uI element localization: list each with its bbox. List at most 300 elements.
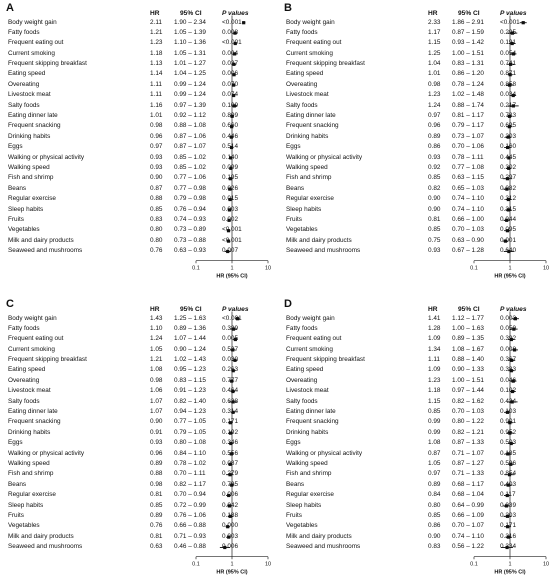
p-value: 0.334 <box>500 543 516 551</box>
variable-name: Current smoking <box>286 345 333 353</box>
table-row <box>278 397 548 407</box>
ci-value: 0.89 – 1.35 <box>452 335 484 343</box>
table-row <box>278 501 548 511</box>
ci-value: 0.87 – 1.33 <box>452 439 484 447</box>
variable-name: Fruits <box>286 215 302 223</box>
p-value: 0.006 <box>222 491 238 499</box>
hr-value: 1.17 <box>428 28 441 36</box>
variable-name: Walking or physical activity <box>286 153 363 161</box>
hr-header: HR <box>428 306 438 313</box>
table-row <box>0 501 270 511</box>
ci-value: 0.97 – 1.44 <box>452 387 484 395</box>
variable-name: Walking speed <box>8 459 50 467</box>
variable-name: Frequent eating out <box>286 335 342 343</box>
hr-value: 0.93 <box>150 163 163 171</box>
variable-name: Seaweed and mushrooms <box>8 543 83 551</box>
x-tick-label: 10 <box>264 265 272 272</box>
p-value: 0.140 <box>222 153 238 161</box>
variable-name: Frequent skipping breakfast <box>8 356 87 364</box>
p-value: <0.001 <box>222 236 242 244</box>
table-row <box>0 121 270 131</box>
ci-value: 0.91 – 1.23 <box>174 387 206 395</box>
hr-value: 1.09 <box>428 335 441 343</box>
x-tick-label: 10 <box>264 561 272 568</box>
ci-value: 0.56 – 1.22 <box>452 543 484 551</box>
p-value: 0.809 <box>222 112 238 120</box>
ci-value: 0.76 – 1.06 <box>174 511 206 519</box>
hr-value: 1.25 <box>428 49 441 57</box>
ci-value: 0.68 – 1.04 <box>452 491 484 499</box>
variable-name: Sleep habits <box>286 501 322 509</box>
p-value: 0.316 <box>500 532 516 540</box>
variable-name: Drinking habits <box>8 132 51 140</box>
hr-value: 1.14 <box>150 70 163 78</box>
ci-value: 0.70 – 1.03 <box>452 408 484 416</box>
x-tick-label: 1 <box>230 561 234 568</box>
hr-value: 1.18 <box>150 49 163 57</box>
p-value: 0.087 <box>222 459 238 467</box>
hr-value: 0.97 <box>150 143 163 151</box>
variable-name: Eating speed <box>8 366 46 374</box>
p-value: 0.034 <box>500 91 516 99</box>
ci-value: 0.87 – 1.07 <box>174 143 206 151</box>
hr-value: 1.10 <box>150 324 163 332</box>
hr-value: 0.80 <box>150 226 163 234</box>
p-value: 0.628 <box>222 397 238 405</box>
p-value: 0.527 <box>222 345 238 353</box>
p-value: 0.596 <box>500 459 516 467</box>
table-row <box>278 407 548 417</box>
table-row <box>0 428 270 438</box>
p-value: <0.001 <box>222 18 242 26</box>
hr-value: 0.81 <box>150 491 163 499</box>
p-values-header: P values <box>500 10 527 17</box>
p-value: 0.695 <box>500 122 516 130</box>
variable-name: Fish and shrimp <box>286 470 332 478</box>
p-value: 0.074 <box>222 91 238 99</box>
table-row <box>278 49 548 59</box>
variable-name: Livestock meat <box>286 387 329 395</box>
ci-value: 0.87 – 1.06 <box>174 132 206 140</box>
hr-value: 0.75 <box>428 236 441 244</box>
hr-value: 1.08 <box>150 366 163 374</box>
hr-value: 0.90 <box>150 418 163 426</box>
variable-name: Frequent skipping breakfast <box>8 60 87 68</box>
variable-name: Overeating <box>286 80 318 88</box>
ci-value: 0.66 – 1.09 <box>452 511 484 519</box>
p-value: 0.185 <box>500 449 516 457</box>
hr-value: 1.07 <box>150 397 163 405</box>
ci-value: 0.79 – 1.17 <box>452 122 484 130</box>
table-row <box>278 521 548 531</box>
p-value: 0.389 <box>222 324 238 332</box>
ci-value: 0.95 – 1.23 <box>174 366 206 374</box>
p-value: 0.297 <box>500 174 516 182</box>
hr-value: 1.24 <box>150 335 163 343</box>
hr-value: 2.11 <box>150 18 162 26</box>
ci-value: 1.00 – 1.51 <box>452 376 484 384</box>
p-value: 0.203 <box>500 132 516 140</box>
p-value: 0.103 <box>500 408 516 416</box>
ci-value: 0.68 – 1.17 <box>452 480 484 488</box>
p-value: 0.037 <box>222 60 238 68</box>
hr-value: 0.85 <box>150 501 163 509</box>
variable-name: Sleep habits <box>8 501 44 509</box>
x-tick-label: 1 <box>508 265 512 272</box>
variable-name: Body weight gain <box>286 314 335 322</box>
hr-value: 0.90 <box>428 205 441 213</box>
variable-name: Body weight gain <box>8 314 57 322</box>
p-value: 0.424 <box>500 397 516 405</box>
table-row <box>0 355 270 365</box>
variable-name: Current smoking <box>8 49 55 57</box>
p-value: 0.044 <box>500 215 516 223</box>
hr-header: HR <box>150 10 160 17</box>
ci-header: 95% CI <box>458 306 480 313</box>
table-row <box>0 28 270 38</box>
hr-value: 0.97 <box>428 470 441 478</box>
ci-value: 0.79 – 1.05 <box>174 428 206 436</box>
table-row <box>0 490 270 500</box>
ci-value: 0.89 – 1.36 <box>174 324 206 332</box>
ci-value: 0.84 – 1.10 <box>174 449 206 457</box>
ci-value: 0.63 – 0.93 <box>174 247 206 255</box>
hr-value: 0.83 <box>428 543 441 551</box>
hr-value: 1.11 <box>150 80 162 88</box>
variable-name: Salty foods <box>8 397 40 405</box>
table-row <box>278 459 548 469</box>
variable-name: Overeating <box>8 80 40 88</box>
variable-name: Sleep habits <box>8 205 44 213</box>
x-axis-label: HR (95% CI) <box>494 569 526 576</box>
p-value: 0.160 <box>500 143 516 151</box>
p-value: 0.312 <box>500 195 516 203</box>
table-row <box>0 18 270 28</box>
hr-value: 0.90 <box>150 174 163 182</box>
variable-name: Beans <box>286 480 305 488</box>
hr-value: 0.85 <box>150 205 163 213</box>
table-row <box>278 324 548 334</box>
ci-value: 1.90 – 2.34 <box>174 18 206 26</box>
p-value: 0.005 <box>222 335 238 343</box>
ci-value: 0.94 – 1.23 <box>174 408 206 416</box>
p-value: 0.003 <box>222 532 238 540</box>
ci-value: 0.65 – 1.03 <box>452 184 484 192</box>
variable-name: Fish and shrimp <box>8 470 54 478</box>
p-value: 0.203 <box>500 511 516 519</box>
table-row <box>0 407 270 417</box>
ci-value: 0.81 – 1.17 <box>452 112 484 120</box>
p-value: 0.191 <box>500 39 516 47</box>
variable-name: Salty foods <box>8 101 40 109</box>
hr-value: 1.05 <box>150 345 163 353</box>
table-row <box>0 49 270 59</box>
ci-value: 0.74 – 1.10 <box>452 532 484 540</box>
hr-value: 0.83 <box>150 215 163 223</box>
x-tick-label: 0.1 <box>192 265 200 272</box>
table-row <box>278 386 548 396</box>
ci-value: 1.02 – 1.48 <box>452 91 484 99</box>
p-value: 0.640 <box>500 247 516 255</box>
hr-value: 0.98 <box>150 376 163 384</box>
hr-value: 0.89 <box>428 480 441 488</box>
hr-value: 0.96 <box>150 449 163 457</box>
ci-value: 1.86 – 2.91 <box>452 18 484 26</box>
ci-value: 1.25 – 1.63 <box>174 314 206 322</box>
variable-name: Regular exercise <box>8 491 56 499</box>
p-value: 0.383 <box>500 366 516 374</box>
ci-value: 0.88 – 1.74 <box>452 101 484 109</box>
ci-value: 0.74 – 1.10 <box>452 195 484 203</box>
ci-header: 95% CI <box>180 306 202 313</box>
hr-value: 0.63 <box>150 543 163 551</box>
variable-name: Regular exercise <box>286 491 334 499</box>
variable-name: Frequent eating out <box>286 39 342 47</box>
p-value: 0.171 <box>222 418 238 426</box>
table-row <box>0 132 270 142</box>
hr-value: 1.15 <box>428 397 441 405</box>
p-value: 0.006 <box>222 543 238 551</box>
table-row <box>0 386 270 396</box>
variable-name: Fatty foods <box>8 324 40 332</box>
table-row <box>0 153 270 163</box>
variable-name: Fruits <box>286 511 302 519</box>
hr-value: 0.88 <box>150 470 163 478</box>
p-value: 0.003 <box>222 205 238 213</box>
variable-name: Salty foods <box>286 397 318 405</box>
variable-name: Livestock meat <box>286 91 329 99</box>
ci-value: 1.08 – 1.67 <box>452 345 484 353</box>
variable-name: Salty foods <box>286 101 318 109</box>
p-value: 0.008 <box>222 28 238 36</box>
variable-name: Current smoking <box>286 49 333 57</box>
hr-value: 0.89 <box>150 511 163 519</box>
hr-value: 0.93 <box>150 153 163 161</box>
p-value: 0.901 <box>500 418 516 426</box>
variable-name: Frequent eating out <box>8 335 64 343</box>
table-row <box>278 184 548 194</box>
table-row <box>0 69 270 79</box>
table-row <box>278 69 548 79</box>
variable-name: Fatty foods <box>8 28 40 36</box>
p-value: 0.195 <box>222 174 238 182</box>
variable-name: Milk and dairy products <box>8 236 74 244</box>
ci-value: 0.63 – 1.15 <box>452 174 484 182</box>
ci-value: 0.82 – 1.62 <box>452 397 484 405</box>
p-value: 0.783 <box>500 112 516 120</box>
ci-value: 0.80 – 1.22 <box>452 418 484 426</box>
variable-name: Livestock meat <box>8 387 51 395</box>
table-row <box>278 142 548 152</box>
p-value: 0.446 <box>222 132 238 140</box>
table-row <box>278 542 548 552</box>
table-row <box>0 480 270 490</box>
ci-value: 1.10 – 1.36 <box>174 39 206 47</box>
hr-value: 1.21 <box>150 28 163 36</box>
ci-value: 0.73 – 0.88 <box>174 236 206 244</box>
ci-value: 1.04 – 1.25 <box>174 70 206 78</box>
hr-value: 0.98 <box>150 122 163 130</box>
variable-name: Regular exercise <box>8 195 56 203</box>
hr-value: 2.33 <box>428 18 441 26</box>
table-row <box>278 532 548 542</box>
p-value: 0.871 <box>500 70 516 78</box>
p-value: 0.000 <box>222 522 238 530</box>
table-rows <box>278 314 548 553</box>
variable-name: Fruits <box>8 215 24 223</box>
hr-value: 0.96 <box>150 132 163 140</box>
table-row <box>0 324 270 334</box>
table-row <box>0 80 270 90</box>
table-row <box>278 225 548 235</box>
hr-value: 1.08 <box>428 439 441 447</box>
variable-name: Beans <box>8 184 27 192</box>
table-row <box>278 480 548 490</box>
hr-value: 0.93 <box>428 153 441 161</box>
table-row <box>0 236 270 246</box>
p-value: 0.279 <box>222 470 238 478</box>
variable-name: Frequent snacking <box>8 122 61 130</box>
table-row <box>278 438 548 448</box>
variable-name: Walking speed <box>8 163 50 171</box>
table-row <box>0 142 270 152</box>
p-value: 0.003 <box>500 314 516 322</box>
hr-value: 1.24 <box>428 101 441 109</box>
hr-value: 1.43 <box>150 314 163 322</box>
table-row <box>0 345 270 355</box>
ci-value: 0.99 – 1.24 <box>174 80 206 88</box>
ci-value: 0.83 – 1.31 <box>452 60 484 68</box>
variable-name: Frequent skipping breakfast <box>286 356 365 364</box>
hr-value: 0.98 <box>150 480 163 488</box>
table-row <box>0 59 270 69</box>
p-value: 0.099 <box>222 163 238 171</box>
table-row <box>0 438 270 448</box>
variable-name: Vegetables <box>286 226 318 234</box>
p-value: 0.295 <box>500 28 516 36</box>
x-axis-label: HR (95% CI) <box>216 569 248 576</box>
ci-value: 0.71 – 1.33 <box>452 470 484 478</box>
hr-value: 0.80 <box>428 501 441 509</box>
variable-name: Frequent eating out <box>8 39 64 47</box>
p-value: 0.082 <box>500 184 516 192</box>
p-value: 0.346 <box>222 439 238 447</box>
p-value: <0.001 <box>222 226 242 234</box>
table-row <box>0 511 270 521</box>
p-value: 0.102 <box>500 387 516 395</box>
variable-name: Eggs <box>8 439 23 447</box>
p-value: 0.445 <box>500 153 516 161</box>
ci-value: 0.87 – 1.59 <box>452 28 484 36</box>
p-values-header: P values <box>500 306 527 313</box>
x-axis-label: HR (95% CI) <box>494 273 526 280</box>
hr-value: 1.15 <box>428 39 441 47</box>
hr-value: 0.81 <box>428 215 441 223</box>
hr-value: 1.06 <box>150 387 163 395</box>
hr-value: 0.92 <box>428 163 441 171</box>
hr-value: 1.23 <box>150 39 163 47</box>
table-row <box>278 80 548 90</box>
p-value: 0.030 <box>222 356 238 364</box>
p-value: <0.001 <box>222 39 242 47</box>
ci-value: 0.74 – 1.10 <box>452 205 484 213</box>
p-value: 0.188 <box>222 511 238 519</box>
variable-name: Fish and shrimp <box>286 174 332 182</box>
hr-value: 0.86 <box>428 522 441 530</box>
panel-label: D <box>284 298 292 310</box>
p-value: 0.006 <box>222 70 238 78</box>
ci-value: 1.12 – 1.77 <box>452 314 484 322</box>
p-value: 0.503 <box>500 439 516 447</box>
table-rows <box>278 18 548 257</box>
variable-name: Walking or physical activity <box>8 449 85 457</box>
ci-value: 1.00 – 1.51 <box>452 49 484 57</box>
table-row <box>0 314 270 324</box>
panel-label: C <box>6 298 14 310</box>
hr-value: 1.21 <box>150 356 163 364</box>
variable-name: Overeating <box>8 376 40 384</box>
variable-name: Eating dinner late <box>286 408 336 416</box>
forest-panel-c <box>0 296 270 586</box>
variable-name: Drinking habits <box>8 428 51 436</box>
p-value: 0.795 <box>222 480 238 488</box>
ci-value: 0.99 – 1.24 <box>174 91 206 99</box>
variable-name: Milk and dairy products <box>8 532 74 540</box>
table-row <box>278 121 548 131</box>
table-row <box>0 205 270 215</box>
table-row <box>0 542 270 552</box>
forest-panel-b <box>278 0 548 290</box>
hr-value: 1.23 <box>428 91 441 99</box>
table-rows <box>0 314 270 553</box>
table-row <box>278 132 548 142</box>
variable-name: Fatty foods <box>286 28 318 36</box>
table-row <box>278 163 548 173</box>
p-value: 0.777 <box>222 376 238 384</box>
table-row <box>278 376 548 386</box>
ci-value: 0.87 – 1.27 <box>452 459 484 467</box>
table-row <box>278 246 548 256</box>
table-row <box>278 28 548 38</box>
variable-name: Fruits <box>8 511 24 519</box>
variable-name: Drinking habits <box>286 428 329 436</box>
hr-value: 0.98 <box>428 80 441 88</box>
p-values-header: P values <box>222 306 249 313</box>
ci-header: 95% CI <box>180 10 202 17</box>
ci-value: 0.97 – 1.39 <box>174 101 206 109</box>
hr-value: 0.76 <box>150 247 163 255</box>
variable-name: Frequent snacking <box>286 122 339 130</box>
table-row <box>278 449 548 459</box>
hr-value: 0.90 <box>428 195 441 203</box>
table-row <box>278 428 548 438</box>
hr-header: HR <box>150 306 160 313</box>
variable-name: Walking or physical activity <box>8 153 85 161</box>
hr-value: 1.11 <box>428 356 440 364</box>
hr-value: 0.85 <box>428 226 441 234</box>
p-value: 0.952 <box>500 428 516 436</box>
hr-value: 1.09 <box>428 366 441 374</box>
hr-value: 0.97 <box>428 112 441 120</box>
variable-name: Eating dinner late <box>8 112 58 120</box>
p-value: 0.039 <box>500 501 516 509</box>
hr-value: 0.84 <box>428 491 441 499</box>
p-value: 0.858 <box>500 80 516 88</box>
variable-name: Seaweed and mushrooms <box>286 543 361 551</box>
ci-value: 0.67 – 1.28 <box>452 247 484 255</box>
hr-value: 1.18 <box>428 387 441 395</box>
table-row <box>278 18 548 28</box>
